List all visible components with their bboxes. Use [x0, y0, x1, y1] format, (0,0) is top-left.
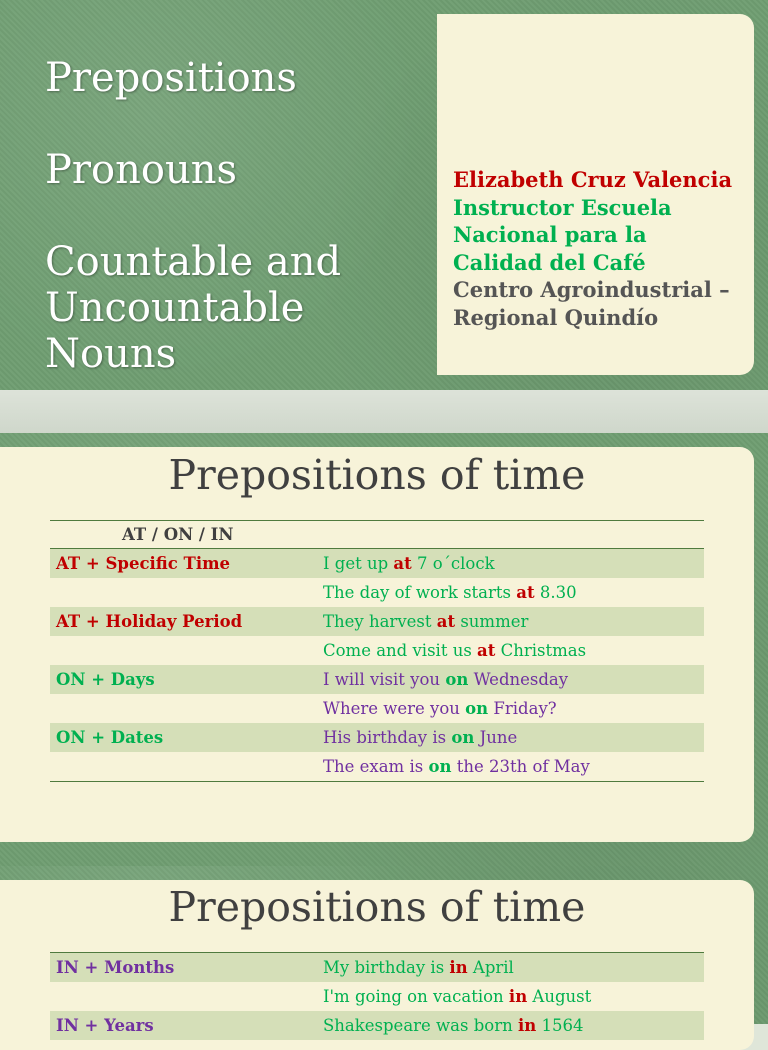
row-label — [50, 578, 317, 607]
example-sentence: I get up at 7 o´clock — [317, 549, 704, 579]
row-label: IN + Months — [50, 953, 317, 983]
table-row — [50, 752, 704, 782]
title-slide — [0, 0, 768, 390]
row-label: ON + Days — [50, 665, 317, 694]
slide3-title: Prepositions of time — [168, 883, 586, 931]
author-role-line: Calidad del Café — [453, 249, 646, 275]
table-row — [50, 982, 704, 1011]
center-line: Centro Agroindustrial – — [453, 277, 730, 302]
example-sentence: Shakespeare was born in 1564 — [317, 1011, 704, 1040]
table-row — [50, 953, 704, 983]
example-sentence: I'm going on vacation in August — [323, 987, 592, 1006]
table-row — [50, 607, 704, 636]
row-label — [50, 982, 317, 1011]
table-row — [50, 1011, 704, 1040]
table-row — [50, 694, 704, 723]
example-sentence: The day of work starts at 8.30 — [323, 583, 577, 602]
prepositions-table-in — [50, 952, 704, 1040]
author-role-line: Nacional para la — [453, 222, 647, 247]
example-sentence: They harvest at summer — [317, 607, 704, 636]
example-sentence: My birthday is in April — [317, 953, 704, 983]
example-sentence: Come and visit us at Christmas — [323, 641, 587, 660]
table-row — [50, 578, 704, 607]
row-label: AT + Specific Time — [50, 549, 317, 579]
example-sentence: Where were you on Friday? — [323, 699, 557, 718]
row-label: ON + Dates — [50, 723, 317, 752]
center-line: Regional Quindío — [453, 304, 659, 330]
slide2-title: Prepositions of time — [168, 451, 586, 499]
title-line: Countable and — [45, 239, 342, 285]
slide1-title — [45, 55, 425, 377]
table-row — [50, 723, 704, 752]
title-line: Prepositions — [45, 55, 297, 101]
table-row — [50, 636, 704, 665]
row-label — [50, 636, 317, 665]
prepositions-table — [50, 520, 704, 782]
slide-separator — [0, 390, 768, 433]
row-label: IN + Years — [50, 1011, 317, 1040]
table-row — [50, 549, 704, 579]
example-sentence: The exam is on the 23th of May — [323, 757, 590, 776]
example-sentence: I will visit you on Wednesday — [317, 665, 704, 694]
row-label — [50, 752, 317, 782]
title-line: Pronouns — [45, 147, 238, 193]
author-role-line: Instructor Escuela — [453, 194, 672, 220]
title-line: Uncountable — [45, 285, 305, 331]
table-header: AT / ON / IN — [122, 525, 234, 544]
table-row — [50, 665, 704, 694]
slide-prepositions-at-on — [0, 433, 768, 866]
example-sentence: His birthday is on June — [317, 723, 704, 752]
row-label: AT + Holiday Period — [50, 607, 317, 636]
title-line: Nouns — [45, 331, 177, 377]
row-label — [50, 694, 317, 723]
author-info — [453, 166, 748, 331]
author-card — [437, 14, 754, 375]
slide-prepositions-in — [0, 866, 768, 1035]
author-name: Elizabeth Cruz Valencia — [453, 167, 733, 192]
